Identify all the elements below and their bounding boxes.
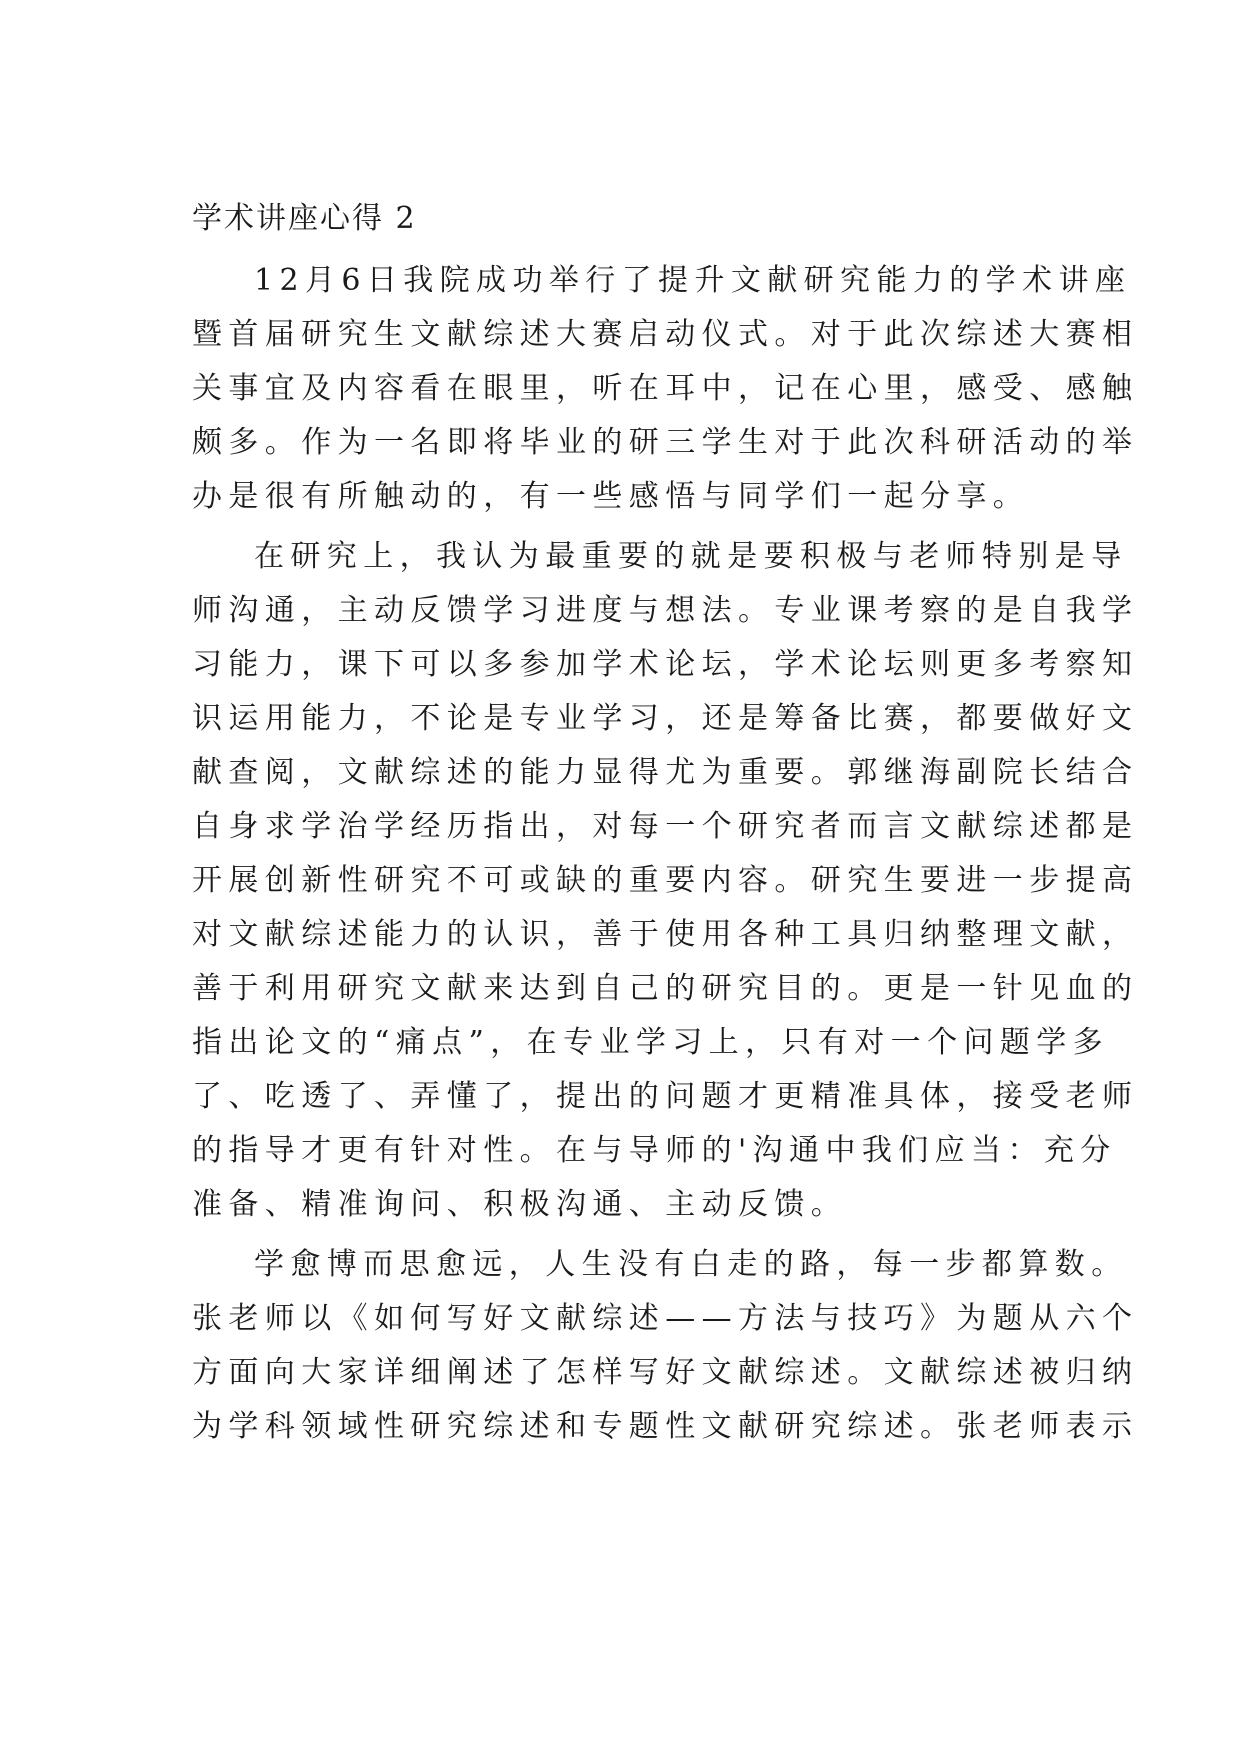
paragraph-3-line-4: 为学科领域性研究综述和专题性文献研究综述。张老师表示 <box>192 1409 1139 1444</box>
paragraph-1-line-5: 办是很有所触动的，有一些感悟与同学们一起分享。 <box>192 479 1030 514</box>
paragraph-3-line-3: 方面向大家详细阐述了怎样写好文献综述。文献综述被归纳 <box>192 1355 1139 1390</box>
paragraph-2-line-7: 开展创新性研究不可或缺的重要内容。研究生要进一步提高 <box>192 863 1139 898</box>
paragraph-3-line-1: 学愈博而思愈远，人生没有白走的路，每一步都算数。 <box>254 1247 1128 1282</box>
paragraph-2-line-2: 师沟通，主动反馈学习进度与想法。专业课考察的是自我学 <box>192 593 1139 628</box>
paragraph-2-line-13: 准备、精准询问、积极沟通、主动反馈。 <box>192 1187 848 1222</box>
paragraph-2-line-8: 对文献综述能力的认识，善于使用各种工具归纳整理文献， <box>192 917 1139 952</box>
paragraph-2-line-9: 善于利用研究文献来达到自己的研究目的。更是一针见血的 <box>192 971 1139 1006</box>
paragraph-1-line-4: 颇多。作为一名即将毕业的研三学生对于此次科研活动的举 <box>192 425 1139 460</box>
paragraph-2-line-1: 在研究上，我认为最重要的就是要积极与老师特别是导 <box>254 539 1128 574</box>
paragraph-2-line-11: 了、吃透了、弄懂了，提出的问题才更精准具体，接受老师 <box>192 1079 1139 1114</box>
paragraph-2-line-10: 指出论文的“痛点”，在专业学习上，只有对一个问题学多 <box>192 1025 1110 1060</box>
paragraph-1-line-1: 12月6日我院成功举行了提升文献研究能力的学术讲座 <box>254 263 1132 298</box>
paragraph-2-line-12: 的指导才更有针对性。在与导师的'沟通中我们应当：充分 <box>192 1133 1117 1168</box>
paragraph-2-line-6: 自身求学治学经历指出，对每一个研究者而言文献综述都是 <box>192 809 1139 844</box>
paragraph-3-line-2: 张老师以《如何写好文献综述——方法与技巧》为题从六个 <box>192 1301 1139 1336</box>
paragraph-2-line-4: 识运用能力，不论是专业学习，还是筹备比赛，都要做好文 <box>192 701 1139 736</box>
document-title: 学术讲座心得 2 <box>192 201 417 236</box>
paragraph-2-line-3: 习能力，课下可以多参加学术论坛，学术论坛则更多考察知 <box>192 647 1139 682</box>
paragraph-1-line-3: 关事宜及内容看在眼里，听在耳中，记在心里，感受、感触 <box>192 371 1139 406</box>
paragraph-1-line-2: 暨首届研究生文献综述大赛启动仪式。对于此次综述大赛相 <box>192 317 1139 352</box>
paragraph-2-line-5: 献查阅，文献综述的能力显得尤为重要。郭继海副院长结合 <box>192 755 1139 790</box>
